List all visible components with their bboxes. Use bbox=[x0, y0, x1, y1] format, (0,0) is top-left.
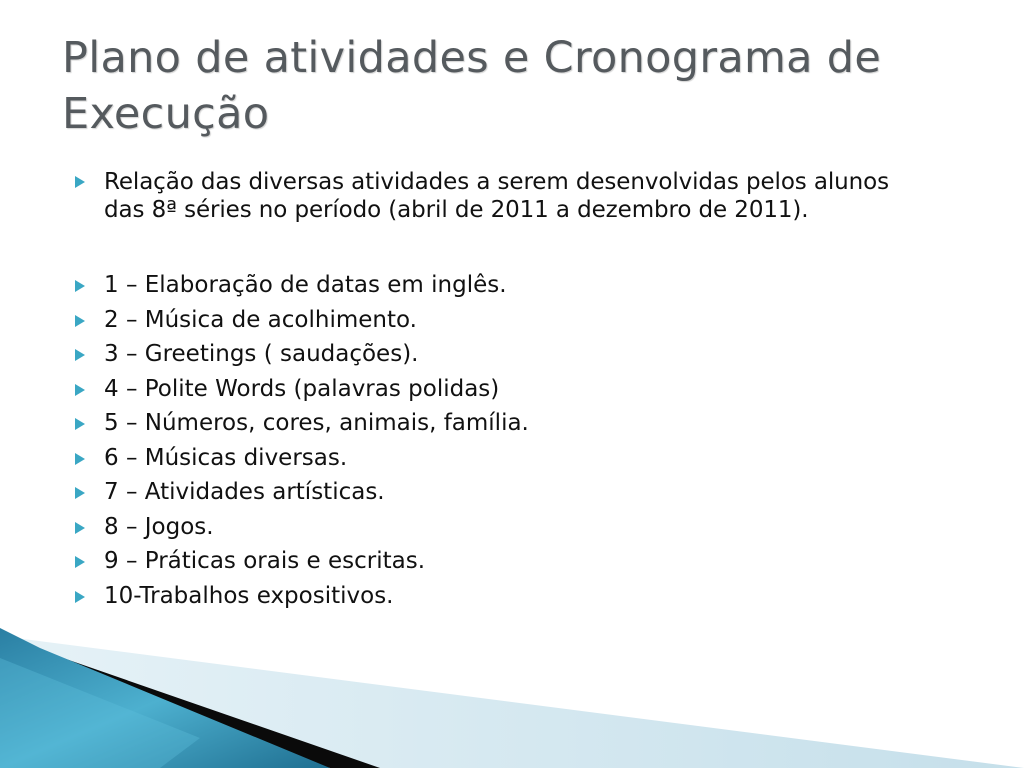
triangle-right-icon bbox=[74, 555, 88, 569]
decorative-swoosh bbox=[0, 628, 1024, 768]
list-item bbox=[74, 441, 924, 476]
list-item bbox=[74, 579, 924, 614]
list-item-text: 4 – Polite Words (palavras polidas) bbox=[104, 375, 500, 402]
list-item-text: 5 – Números, cores, animais, família. bbox=[104, 410, 529, 436]
triangle-right-icon bbox=[74, 348, 88, 362]
triangle-right-icon bbox=[74, 590, 88, 604]
slide-title: Plano de atividades e Cronograma de Execução bbox=[62, 33, 882, 139]
list-item-text: 7 – Atividades artísticas. bbox=[104, 479, 385, 505]
list-item bbox=[74, 475, 924, 510]
list-item bbox=[74, 303, 924, 338]
triangle-right-icon bbox=[74, 314, 88, 328]
list-item bbox=[74, 372, 924, 407]
triangle-right-icon bbox=[74, 279, 88, 293]
triangle-right-icon bbox=[74, 486, 88, 500]
list-item-text: 2 – Música de acolhimento. bbox=[104, 306, 417, 333]
list-item-text: 10-Trabalhos expositivos. bbox=[104, 582, 394, 609]
triangle-right-icon bbox=[74, 383, 88, 397]
list-item-text: 9 – Práticas orais e escritas. bbox=[104, 548, 426, 574]
list-item bbox=[74, 337, 924, 372]
list-item bbox=[74, 406, 924, 441]
content-area bbox=[74, 168, 924, 613]
triangle-right-icon bbox=[74, 417, 88, 431]
list-item-text: 3 – Greetings ( saudações). bbox=[104, 341, 419, 367]
triangle-right-icon bbox=[74, 452, 88, 466]
list-item-text: 6 – Músicas diversas. bbox=[104, 444, 348, 471]
triangle-right-icon bbox=[74, 175, 88, 189]
intro-bullet bbox=[74, 168, 924, 224]
intro-text: Relação das diversas atividades a serem desenvolvidas pelos alunos das 8ª séries no período (abril de 2011 a dezembro de 2011). bbox=[104, 169, 889, 223]
list-item-text: 8 – Jogos. bbox=[104, 513, 214, 540]
list-item bbox=[74, 268, 924, 303]
list-item bbox=[74, 510, 924, 545]
triangle-right-icon bbox=[74, 521, 88, 535]
list-item-text: 1 – Elaboração de datas em inglês. bbox=[104, 272, 507, 298]
activity-list bbox=[74, 268, 924, 613]
list-item bbox=[74, 544, 924, 579]
